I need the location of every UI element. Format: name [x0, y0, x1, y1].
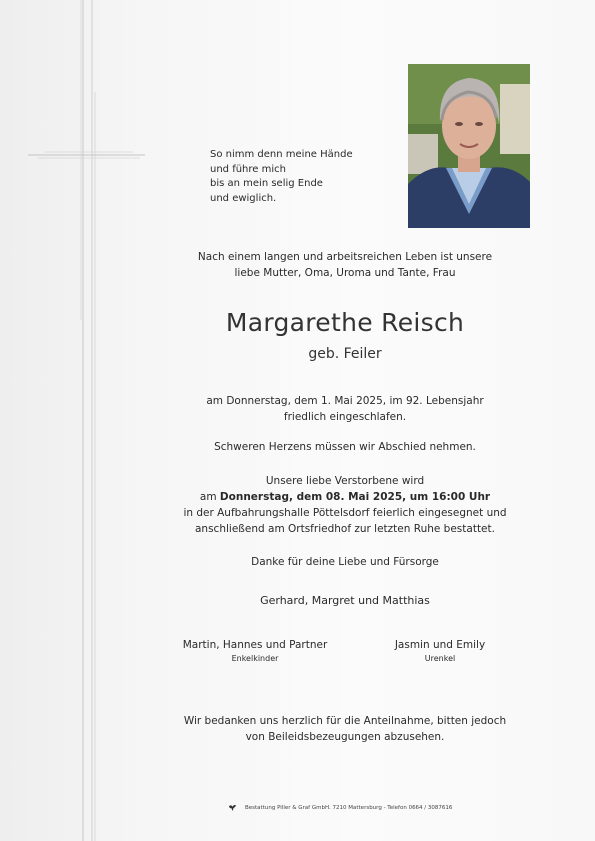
- grandchildren-group: [165, 638, 345, 665]
- deceased-name: Margarethe Reisch: [225, 308, 465, 337]
- thanks-love-text: Danke für deine Liebe und Fürsorge: [251, 556, 439, 568]
- intro-line: Nach einem langen und arbeitsreichen Leben ist unsere: [197, 251, 493, 263]
- death-notice: [150, 394, 540, 425]
- cross-icon: [0, 0, 160, 841]
- verse-line: und führe mich: [210, 163, 286, 175]
- grandchildren-role: Enkelkinder: [231, 654, 279, 663]
- verse-block: [210, 148, 380, 206]
- great-grandchildren-role: Urenkel: [424, 654, 456, 663]
- service-date-prefix: am: [199, 491, 220, 503]
- service-line: Unsere liebe Verstorbene wird: [265, 475, 425, 487]
- service-date-line: [150, 489, 540, 505]
- funeral-service: [150, 473, 540, 537]
- death-line: am Donnerstag, dem 1. Mai 2025, im 92. Lebensjahr: [206, 395, 484, 407]
- service-line: anschließend am Ortsfriedhof zur letzten Ruhe bestattet.: [195, 523, 495, 535]
- intro-line: liebe Mutter, Oma, Uroma und Tante, Frau: [234, 267, 456, 279]
- verse-line: und ewiglich.: [210, 192, 277, 204]
- closing-line: von Beileidsbezeugungen abzusehen.: [245, 731, 445, 743]
- service-line: in der Aufbahrungshalle Pöttelsdorf feierlich eingesegnet und: [183, 507, 507, 519]
- footer: [228, 803, 488, 812]
- closing-text: [150, 713, 540, 745]
- portrait-photo: [408, 64, 530, 228]
- service-date: Donnerstag, dem 08. Mai 2025, um 16:00 Uhr: [219, 491, 491, 503]
- verse-line: So nimm denn meine Hände: [210, 149, 353, 160]
- children-names: Gerhard, Margret und Matthias: [260, 594, 430, 607]
- great-grandchildren-group: [350, 638, 530, 665]
- great-grandchildren-names: Jasmin und Emily: [394, 639, 486, 651]
- bird-logo-icon: [228, 803, 237, 812]
- closing-line: Wir bedanken uns herzlich für die Anteilnahme, bitten jedoch: [183, 715, 507, 727]
- intro-text: [150, 249, 540, 281]
- death-line: friedlich eingeschlafen.: [283, 410, 407, 423]
- grandchildren-names: Martin, Hannes und Partner: [182, 639, 328, 651]
- maiden-name: geb. Feiler: [308, 346, 382, 362]
- footer-text: Bestattung Piller & Graf GmbH. 7210 Mattersburg - Telefon 0664 / 3087616: [245, 804, 453, 811]
- parting-text: Schweren Herzens müssen wir Abschied nehmen.: [214, 441, 476, 453]
- verse-line: bis an mein selig Ende: [210, 178, 323, 189]
